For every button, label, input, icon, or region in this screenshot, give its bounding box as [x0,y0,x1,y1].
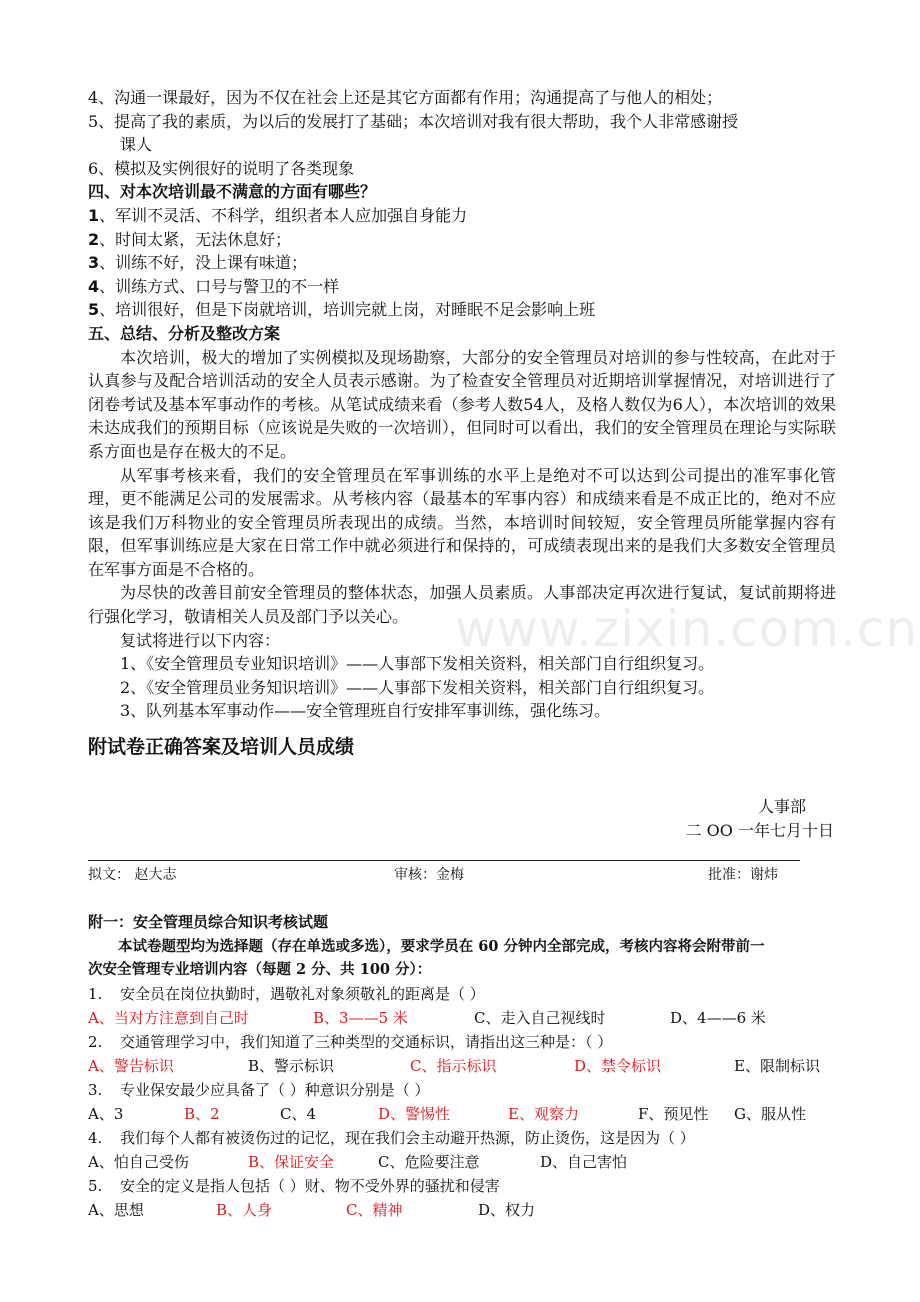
option: C、指示标识 [410,1057,497,1075]
question-text: 专业保安最少应具备了（ ）种意识分别是（ ） [120,1081,430,1099]
option: C、4 [280,1105,317,1123]
retest-item-1: 1、《安全管理员专业知识培训》——人事部下发相关资料，相关部门自行组织复习。 [120,654,715,674]
item-text: 、训练方式、口号与警卫的不一样 [99,276,340,296]
exam-intro-cont: 次安全管理专业培训内容（每题 2 分、共 100 分）： [88,961,432,979]
option: C、精神 [346,1201,403,1219]
item-text: 、培训很好，但是下岗就培训，培训完就上岗，对睡眠不足会影响上班 [99,300,596,320]
option: E、限制标识 [734,1057,820,1075]
summary-paragraph-1: 本次培训，极大的增加了实例模拟及现场勘察，大部分的安全管理员对培训的参与性较高，在此对于认真参与及配合培训活动的安全人员表示感谢。为了检查安全管理员对近期培训掌握情况，对培训进行了闭卷考试及基本军事动作的考核。从笔试成绩来看（参考人数54人，及格人数仅为6人），本次培训的效果未达成我们的预期目标（应该说是失败的一次培训），但同时可以看出，我们的安全管理员在理论与实际联系方面也是存在极大的不足。 [88,347,836,461]
option: C、走入自己视线时 [474,1009,606,1027]
signature-date: 二 OO 一年七月十日 [685,820,834,840]
item-number: 4 [88,276,100,296]
complaint-item [88,251,836,275]
section-5-title: 五、总结、分析及整改方案 [88,323,281,343]
question-text: 我们每个人都有被烫伤过的记忆，现在我们会主动避开热源，防止烫伤，这是因为（ ） [120,1129,695,1147]
option: E、观察力 [508,1105,579,1123]
answer-options [88,1198,836,1222]
option: A、警告标识 [88,1057,174,1075]
retest-item-2: 2、《安全管理员业务知识培训》——人事部下发相关资料，相关部门自行组织复习。 [120,677,715,697]
feedback-item-5-cont: 课人 [120,135,153,155]
retest-intro: 复试将进行以下内容： [120,630,281,650]
answer-options [88,1006,836,1030]
summary-paragraph-3: 为尽快的改善目前安全管理员的整体状态，加强人员素质。人事部决定再次进行复试，复试前期将进行强化学习，敬请相关人员及部门予以关心。 [88,583,836,627]
option: A、思想 [88,1201,144,1219]
option: D、禁令标识 [574,1057,662,1075]
question-number: 1. [88,985,103,1003]
feedback-item-5: 5、提高了我的素质，为以后的发展打了基础；本次培训对我有很大帮助，我个人非常感谢授 [88,111,739,131]
complaint-item [88,228,836,252]
item-text: 、训练不好，没上课有味道； [99,253,308,273]
option: D、警惕性 [378,1105,451,1123]
option: C、危险要注意 [378,1153,480,1171]
question [88,982,836,1006]
question [88,1174,836,1198]
option: A、3 [88,1105,124,1123]
complaint-item [88,298,836,322]
answer-options [88,1054,836,1078]
question [88,1126,836,1150]
approver: 批准：谢炜 [708,867,778,884]
complaint-item [88,275,836,299]
exam-title: 附一：安全管理员综合知识考核试题 [88,913,329,932]
option: D、权力 [478,1201,536,1219]
signature-department: 人事部 [757,797,806,817]
approval-row [88,861,836,889]
option: B、2 [184,1105,220,1123]
feedback-item-6: 6、模拟及实例很好的说明了各类现象 [88,158,355,178]
item-number: 1 [88,205,100,225]
option: F、预见性 [638,1105,709,1123]
complaint-item [88,204,836,228]
question-number: 2. [88,1033,103,1051]
appendix-heading: 附试卷正确答案及培训人员成绩 [88,736,355,759]
answer-options [88,1102,836,1126]
question [88,1078,836,1102]
question-text: 安全员在岗位执勤时，遇敬礼对象须敬礼的距离是（ ） [120,985,485,1003]
answer-options [88,1150,836,1174]
question-number: 4. [88,1129,103,1147]
section-4-title: 四、对本次培训最不满意的方面有哪些？ [88,182,377,202]
option: B、3——5 米 [313,1009,408,1027]
option: D、自己害怕 [540,1153,628,1171]
option: G、服从性 [734,1105,806,1123]
feedback-item-4: 4、沟通一课最好，因为不仅在社会上还是其它方面都有作用；沟通提高了与他人的相处； [88,88,723,107]
option: A、当对方注意到自己时 [88,1009,249,1027]
document-page [88,86,919,1222]
option: B、警示标识 [248,1057,335,1075]
item-number: 5 [88,300,100,320]
item-text: 、军训不灵活、不科学，组织者本人应加强自身能力 [99,205,468,225]
item-text: 、时间太紧，无法休息好； [99,229,292,249]
question-text: 交通管理学习中，我们知道了三种类型的交通标识，请指出这三种是：（ ） [120,1033,613,1051]
watermark: www.zixin.com.cn [455,600,919,658]
question-text: 安全的定义是指人包括（ ）财、物不受外界的骚扰和侵害 [120,1177,500,1195]
question-number: 3. [88,1081,103,1099]
option: B、人身 [216,1201,273,1219]
summary-paragraph-2: 从军事考核来看，我们的安全管理员在军事训练的水平上是绝对不可以达到公司提出的准军事化管理，更不能满足公司的发展需求。从考核内容（最基本的军事内容）和成绩来看是不成正比的，绝对不应该是我们万科物业的安全管理员所表现出的成绩。当然，本培训时间较短，安全管理员所能掌握内容有限，但军事训练应是大家在日常工作中就必须进行和保持的，可成绩表现出来的是我们大多数安全管理员在军事方面是不合格的。 [88,465,836,579]
question-number: 5. [88,1177,103,1195]
item-number: 2 [88,229,100,249]
option: A、怕自己受伤 [88,1153,189,1171]
item-number: 3 [88,253,100,273]
question [88,1030,836,1054]
retest-item-3: 3、队列基本军事动作——安全管理班自行安排军事训练，强化练习。 [120,701,611,721]
reviewer: 审核：金梅 [394,867,464,884]
drafter: 拟文： 赵大志 [88,867,177,884]
option: B、保证安全 [248,1153,335,1171]
option: D、4——6 米 [670,1009,766,1027]
exam-intro: 本试卷题型均为选择题（存在单选或多选），要求学员在 60 分钟内全部完成，考核内容将会附带前一 [118,937,765,955]
